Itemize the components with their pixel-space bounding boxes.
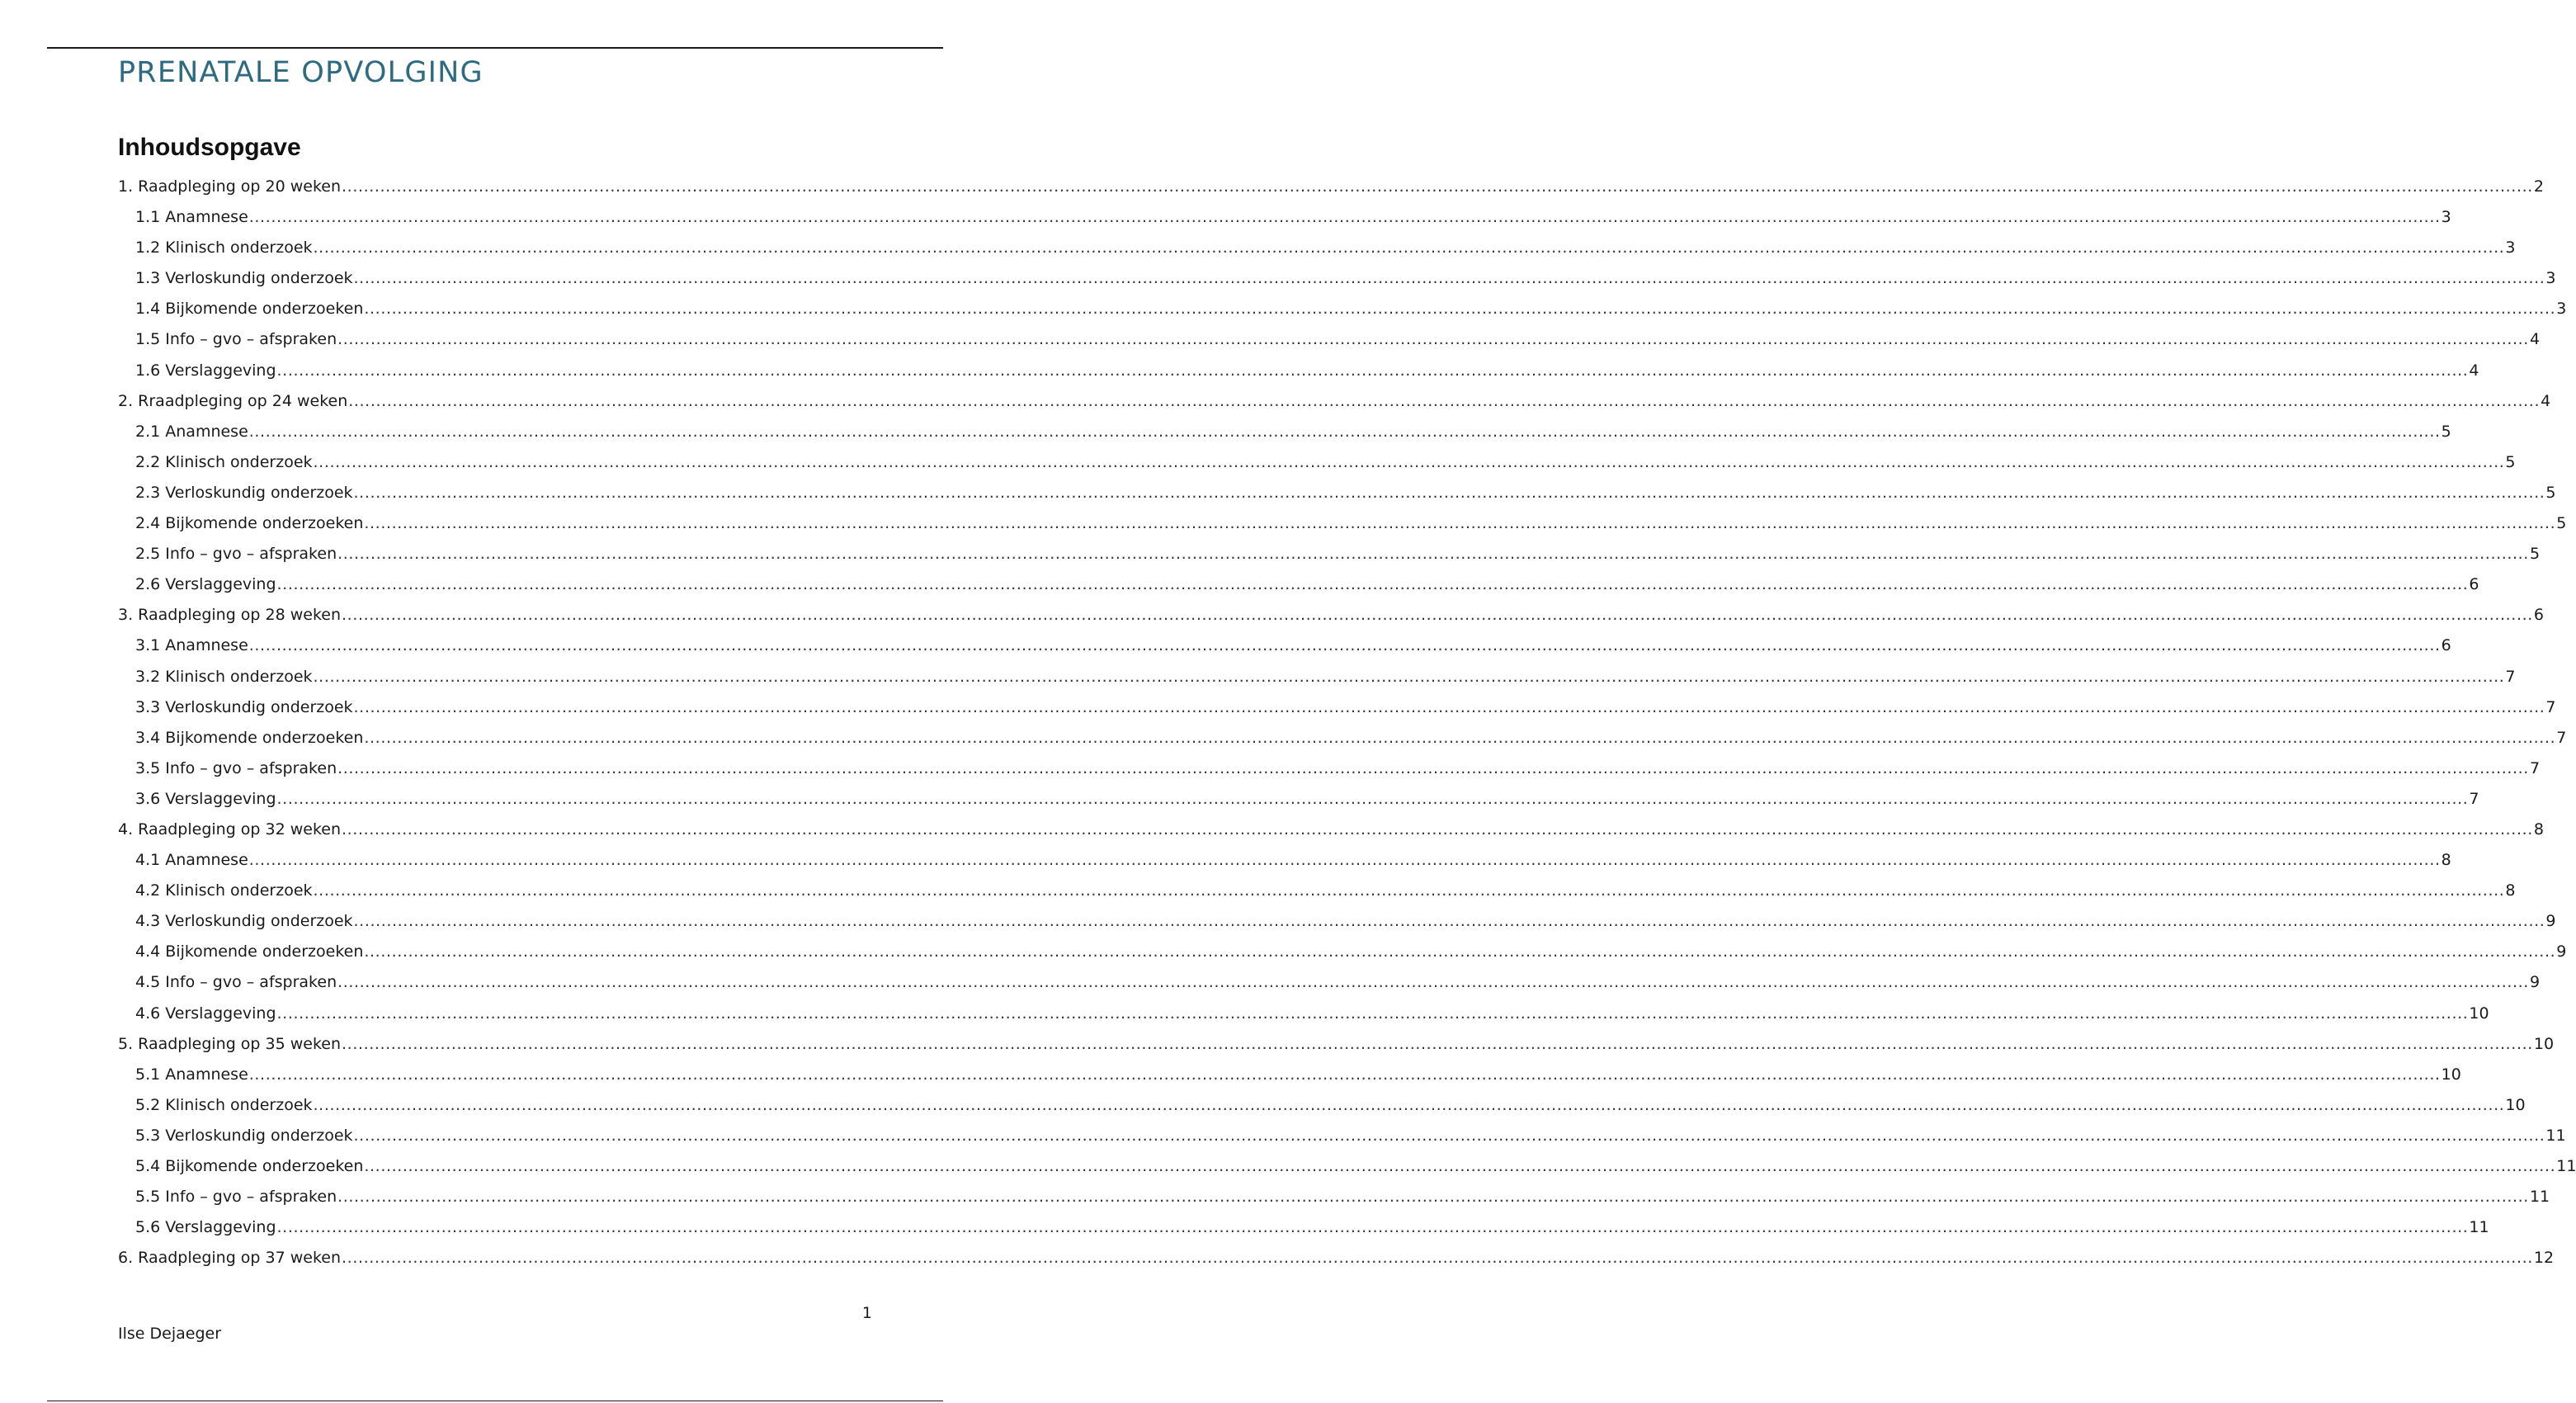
toc-entry-label: 1.2 Klinisch onderzoek bbox=[135, 239, 313, 257]
toc-dot-leader: ................................................................................................................................................................................................................................................................................................................................................................................................................ bbox=[342, 1034, 2533, 1053]
toc-entry-page: 10 bbox=[2533, 1034, 2555, 1053]
toc-entry-label: 5.6 Verslaggeving bbox=[135, 1218, 276, 1237]
toc-dot-leader: ................................................................................................................................................................................................................................................................................................................................................................................................................ bbox=[364, 728, 2556, 747]
toc-dot-leader: ................................................................................................................................................................................................................................................................................................................................................................................................................ bbox=[248, 851, 2441, 870]
toc-entry-page: 3 bbox=[2556, 300, 2567, 319]
toc-dot-leader: ................................................................................................................................................................................................................................................................................................................................................................................................................ bbox=[353, 697, 2545, 716]
toc-entry-label: 5.3 Verloskundig onderzoek bbox=[135, 1126, 353, 1145]
toc-entry-page: 10 bbox=[2505, 1095, 2526, 1114]
toc-dot-leader: ................................................................................................................................................................................................................................................................................................................................................................................................................ bbox=[364, 300, 2556, 319]
toc-entry-page: 9 bbox=[2529, 973, 2541, 992]
toc-dot-leader: ................................................................................................................................................................................................................................................................................................................................................................................................................ bbox=[276, 1218, 2469, 1237]
toc-dot-leader: ................................................................................................................................................................................................................................................................................................................................................................................................................ bbox=[342, 606, 2533, 625]
toc-entry[interactable] bbox=[118, 1095, 2526, 1127]
footer-author: Ilse Dejaeger bbox=[118, 1325, 222, 1343]
toc-entry[interactable] bbox=[118, 881, 2516, 912]
toc-entry-label: 5. Raadpleging op 35 weken bbox=[118, 1034, 342, 1053]
toc-dot-leader: ................................................................................................................................................................................................................................................................................................................................................................................................................ bbox=[353, 912, 2545, 931]
toc-dot-leader: ................................................................................................................................................................................................................................................................................................................................................................................................................ bbox=[364, 942, 2556, 961]
toc-dot-leader: ................................................................................................................................................................................................................................................................................................................................................................................................................ bbox=[248, 422, 2441, 441]
toc-dot-leader: ................................................................................................................................................................................................................................................................................................................................................................................................................ bbox=[313, 239, 2505, 257]
toc-entry[interactable] bbox=[118, 820, 2544, 851]
toc-dot-leader: ................................................................................................................................................................................................................................................................................................................................................................................................................ bbox=[248, 636, 2441, 655]
toc-entry-label: 2.6 Verslaggeving bbox=[135, 575, 276, 594]
toc-entry-label: 4.3 Verloskundig onderzoek bbox=[135, 912, 353, 931]
toc-entry-label: 2.1 Anamnese bbox=[135, 422, 248, 441]
toc-entry-page: 6 bbox=[2441, 636, 2451, 655]
toc-dot-leader: ................................................................................................................................................................................................................................................................................................................................................................................................................ bbox=[337, 973, 2529, 992]
toc-entry-label: 3. Raadpleging op 28 weken bbox=[118, 606, 342, 625]
document-title: PRENATALE OPVOLGING bbox=[118, 56, 484, 89]
toc-entry[interactable] bbox=[118, 361, 2479, 392]
toc-entry-label: 2. Rraadpleging op 24 weken bbox=[118, 391, 348, 410]
toc-dot-leader: ................................................................................................................................................................................................................................................................................................................................................................................................................ bbox=[276, 789, 2469, 808]
toc-entry-page: 6 bbox=[2469, 575, 2479, 594]
toc-entry-page: 11 bbox=[2556, 1157, 2576, 1175]
toc-entry-page: 6 bbox=[2533, 606, 2544, 625]
toc-entry[interactable] bbox=[118, 728, 2567, 759]
toc-entry-label: 2.2 Klinisch onderzoek bbox=[135, 452, 313, 471]
toc-dot-leader: ................................................................................................................................................................................................................................................................................................................................................................................................................ bbox=[364, 514, 2556, 533]
toc-entry[interactable] bbox=[118, 1065, 2461, 1096]
toc-dot-leader: ................................................................................................................................................................................................................................................................................................................................................................................................................ bbox=[342, 1249, 2533, 1268]
toc-entry-page: 5 bbox=[2529, 545, 2541, 564]
toc-heading: Inhoudsopgave bbox=[118, 134, 301, 161]
toc-entry-label: 1.3 Verloskundig onderzoek bbox=[135, 269, 353, 288]
toc-entry[interactable] bbox=[118, 391, 2551, 423]
toc-entry[interactable] bbox=[118, 1249, 2555, 1279]
toc-entry-page: 11 bbox=[2545, 1126, 2566, 1145]
toc-entry-page: 9 bbox=[2556, 942, 2567, 961]
toc-entry[interactable] bbox=[118, 789, 2479, 820]
toc-entry-page: 5 bbox=[2545, 483, 2556, 502]
toc-entry-label: 5.1 Anamnese bbox=[135, 1065, 248, 1084]
toc-entry-page: 4 bbox=[2469, 361, 2479, 380]
toc-entry-label: 4.5 Info – gvo – afspraken bbox=[135, 973, 337, 992]
toc-dot-leader: ................................................................................................................................................................................................................................................................................................................................................................................................................ bbox=[313, 1095, 2505, 1114]
toc-dot-leader: ................................................................................................................................................................................................................................................................................................................................................................................................................ bbox=[313, 881, 2505, 900]
toc-dot-leader: ................................................................................................................................................................................................................................................................................................................................................................................................................ bbox=[337, 1188, 2529, 1207]
toc-entry[interactable] bbox=[118, 514, 2567, 545]
toc-entry[interactable] bbox=[118, 545, 2541, 575]
toc-dot-leader: ................................................................................................................................................................................................................................................................................................................................................................................................................ bbox=[276, 361, 2469, 380]
page-number: 1 bbox=[861, 1304, 872, 1322]
toc-entry-page: 5 bbox=[2505, 452, 2516, 471]
toc-dot-leader: ................................................................................................................................................................................................................................................................................................................................................................................................................ bbox=[248, 208, 2441, 227]
toc-entry-page: 12 bbox=[2533, 1249, 2555, 1268]
toc-dot-leader: ................................................................................................................................................................................................................................................................................................................................................................................................................ bbox=[342, 177, 2533, 196]
toc-entry-label: 2.4 Bijkomende onderzoeken bbox=[135, 514, 364, 533]
toc-entry-label: 1.1 Anamnese bbox=[135, 208, 248, 227]
toc-entry-page: 3 bbox=[2505, 239, 2516, 257]
toc-entry[interactable] bbox=[118, 606, 2544, 636]
toc-entry[interactable] bbox=[118, 912, 2556, 942]
toc-entry-label: 3.3 Verloskundig onderzoek bbox=[135, 697, 353, 716]
toc-entry-page: 3 bbox=[2441, 208, 2451, 227]
toc-entry[interactable] bbox=[118, 973, 2541, 1004]
toc-entry-label: 4.6 Verslaggeving bbox=[135, 1004, 276, 1023]
toc-entry[interactable] bbox=[118, 942, 2567, 973]
toc-entry-page: 7 bbox=[2556, 728, 2567, 747]
toc-entry-page: 7 bbox=[2469, 789, 2479, 808]
toc-entry[interactable] bbox=[118, 575, 2479, 606]
toc-dot-leader: ................................................................................................................................................................................................................................................................................................................................................................................................................ bbox=[276, 575, 2469, 594]
toc-entry-label: 5.5 Info – gvo – afspraken bbox=[135, 1188, 337, 1207]
toc-dot-leader: ................................................................................................................................................................................................................................................................................................................................................................................................................ bbox=[337, 545, 2529, 564]
toc-entry-label: 4. Raadpleging op 32 weken bbox=[118, 820, 342, 838]
toc-entry-page: 7 bbox=[2529, 758, 2541, 777]
toc-entry[interactable] bbox=[118, 269, 2556, 300]
toc-dot-leader: ................................................................................................................................................................................................................................................................................................................................................................................................................ bbox=[337, 758, 2529, 777]
toc-entry[interactable] bbox=[118, 1126, 2566, 1157]
toc-entry-page: 8 bbox=[2533, 820, 2544, 838]
toc-entry-label: 1. Raadpleging op 20 weken bbox=[118, 177, 342, 196]
toc-dot-leader: ................................................................................................................................................................................................................................................................................................................................................................................................................ bbox=[353, 269, 2545, 288]
toc-entry[interactable] bbox=[118, 422, 2451, 453]
toc-entry-page: 7 bbox=[2505, 667, 2516, 686]
toc-dot-leader: ................................................................................................................................................................................................................................................................................................................................................................................................................ bbox=[276, 1004, 2469, 1023]
toc-entry-label: 1.6 Verslaggeving bbox=[135, 361, 276, 380]
toc-entry[interactable] bbox=[118, 239, 2516, 269]
toc-entry-label: 4.1 Anamnese bbox=[135, 851, 248, 870]
toc-entry[interactable] bbox=[118, 1218, 2489, 1249]
toc-entry-page: 8 bbox=[2505, 881, 2516, 900]
toc-entry-page: 11 bbox=[2469, 1218, 2489, 1237]
toc-entry-page: 10 bbox=[2469, 1004, 2489, 1023]
toc-dot-leader: ................................................................................................................................................................................................................................................................................................................................................................................................................ bbox=[313, 667, 2505, 686]
toc-dot-leader: ................................................................................................................................................................................................................................................................................................................................................................................................................ bbox=[313, 452, 2505, 471]
toc-entry[interactable] bbox=[118, 1157, 2576, 1188]
toc-entry-page: 5 bbox=[2556, 514, 2567, 533]
toc-entry-label: 3.4 Bijkomende onderzoeken bbox=[135, 728, 364, 747]
toc-entry[interactable] bbox=[118, 483, 2556, 514]
toc-entry-page: 4 bbox=[2529, 330, 2541, 349]
toc-entry-page: 2 bbox=[2533, 177, 2544, 196]
toc-dot-leader: ................................................................................................................................................................................................................................................................................................................................................................................................................ bbox=[348, 391, 2541, 410]
toc-entry-label: 3.1 Anamnese bbox=[135, 636, 248, 655]
toc-entry-label: 3.5 Info – gvo – afspraken bbox=[135, 758, 337, 777]
toc-entry-label: 6. Raadpleging op 37 weken bbox=[118, 1249, 342, 1268]
toc-dot-leader: ................................................................................................................................................................................................................................................................................................................................................................................................................ bbox=[342, 820, 2533, 838]
toc-entry-label: 1.5 Info – gvo – afspraken bbox=[135, 330, 337, 349]
toc-dot-leader: ................................................................................................................................................................................................................................................................................................................................................................................................................ bbox=[337, 330, 2529, 349]
toc-entry[interactable] bbox=[118, 697, 2556, 729]
toc-entry-label: 3.2 Klinisch onderzoek bbox=[135, 667, 313, 686]
toc-entry-label: 2.3 Verloskundig onderzoek bbox=[135, 483, 353, 502]
toc-entry-label: 4.4 Bijkomende onderzoeken bbox=[135, 942, 364, 961]
toc-entry-page: 9 bbox=[2545, 912, 2556, 931]
toc-entry-page: 3 bbox=[2545, 269, 2556, 288]
toc-dot-leader: ................................................................................................................................................................................................................................................................................................................................................................................................................ bbox=[364, 1157, 2556, 1175]
toc-entry[interactable] bbox=[118, 758, 2541, 790]
toc-entry-label: 5.2 Klinisch onderzoek bbox=[135, 1095, 313, 1114]
toc-dot-leader: ................................................................................................................................................................................................................................................................................................................................................................................................................ bbox=[248, 1065, 2441, 1084]
table-of-contents bbox=[118, 177, 2576, 1279]
toc-entry-page: 4 bbox=[2541, 391, 2551, 410]
toc-entry-label: 1.4 Bijkomende onderzoeken bbox=[135, 300, 364, 319]
toc-entry[interactable] bbox=[118, 452, 2516, 484]
toc-entry-page: 10 bbox=[2441, 1065, 2461, 1084]
toc-entry-page: 8 bbox=[2441, 851, 2451, 870]
toc-entry-page: 7 bbox=[2545, 697, 2556, 716]
toc-entry-page: 11 bbox=[2529, 1188, 2550, 1207]
header-rule bbox=[47, 47, 943, 49]
toc-dot-leader: ................................................................................................................................................................................................................................................................................................................................................................................................................ bbox=[353, 483, 2545, 502]
toc-entry[interactable] bbox=[118, 851, 2451, 881]
toc-entry[interactable] bbox=[118, 636, 2451, 667]
toc-entry-label: 3.6 Verslaggeving bbox=[135, 789, 276, 808]
toc-entry[interactable] bbox=[118, 1034, 2555, 1065]
toc-entry[interactable] bbox=[118, 177, 2544, 208]
toc-entry[interactable] bbox=[118, 667, 2516, 698]
toc-dot-leader: ................................................................................................................................................................................................................................................................................................................................................................................................................ bbox=[353, 1126, 2545, 1145]
toc-entry[interactable] bbox=[118, 300, 2567, 330]
toc-entry-label: 4.2 Klinisch onderzoek bbox=[135, 881, 313, 900]
toc-entry-label: 2.5 Info – gvo – afspraken bbox=[135, 545, 337, 564]
toc-entry[interactable] bbox=[118, 1188, 2550, 1218]
toc-entry-label: 5.4 Bijkomende onderzoeken bbox=[135, 1157, 364, 1175]
toc-entry-page: 5 bbox=[2441, 422, 2451, 441]
toc-entry[interactable] bbox=[118, 330, 2541, 361]
toc-entry[interactable] bbox=[118, 208, 2451, 239]
toc-entry[interactable] bbox=[118, 1004, 2489, 1035]
